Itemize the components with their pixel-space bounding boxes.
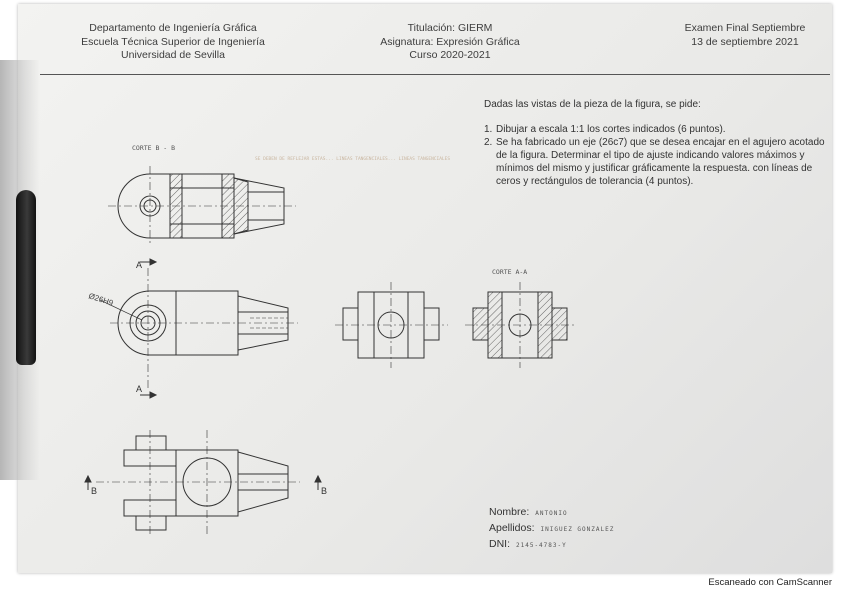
header-subject: Asignatura: Expresión Gráfica: [380, 35, 520, 48]
cut-line-bb: [85, 476, 321, 490]
task-item-2-text: Se ha fabricado un eje (26c7) que se desea encajar en el agujero acotado de la figura. Determinar el tipo de ajuste indicando valores máximos y mínimos del mismo y justificar gráficamente la respuesta. con líneas de ceros y rectángulos de tolerancia (4 puntos).: [496, 137, 825, 187]
task-item-2-num: 2.: [484, 137, 493, 148]
header-degree: Titulación: GIERM: [407, 22, 493, 34]
front-view: [100, 268, 298, 390]
cut-a-top-label: A: [136, 260, 143, 270]
task-item-1-num: 1.: [484, 124, 493, 135]
scanner-watermark: Escaneado con CamScanner: [708, 577, 832, 588]
section-aa-label: CORTE A-A: [492, 268, 528, 276]
cut-b-right-label: B: [321, 486, 328, 496]
student-info: [489, 505, 614, 553]
header-exam-title: Examen Final Septiembre: [684, 22, 806, 34]
dni-value: 2145-4783-Y: [516, 542, 567, 549]
cut-b-left-label: B: [91, 486, 98, 496]
student-surname-row: [489, 521, 614, 537]
surname-value: INIGUEZ GONZALEZ: [540, 526, 615, 533]
dimension-label: Ø26H9: [87, 291, 115, 308]
header-exam-date: 13 de septiembre 2021: [691, 35, 799, 48]
top-view: [96, 430, 300, 536]
task-intro: Dadas las vistas de la pieza de la figura, se pide:: [484, 99, 701, 110]
name-label: Nombre:: [489, 506, 530, 518]
section-bb-view: [108, 166, 296, 246]
name-value: ANTONIO: [535, 510, 568, 517]
surname-label: Apellidos:: [489, 522, 535, 534]
section-aa-view: [465, 282, 576, 368]
section-bb-label: CORTE B - B: [132, 144, 176, 152]
header-department: Departamento de Ingeniería Gráfica: [89, 22, 257, 34]
header-university: Universidad de Sevilla: [121, 49, 225, 61]
faint-note: SE DEBEN DE REFLEJAR ESTAS... LINEAS TANGENCIALES... LINEAS TANGENCIALES: [255, 157, 451, 162]
task-item-1-text: Dibujar a escala 1:1 los cortes indicados (6 puntos).: [496, 124, 726, 135]
dni-label: DNI:: [489, 538, 510, 550]
student-dni-row: [489, 537, 614, 553]
student-name-row: [489, 505, 614, 521]
cut-a-bottom-label: A: [136, 384, 143, 394]
side-view: [335, 282, 448, 368]
header-school: Escuela Técnica Superior de Ingeniería: [81, 35, 265, 48]
header-year: Curso 2020-2021: [409, 49, 491, 61]
